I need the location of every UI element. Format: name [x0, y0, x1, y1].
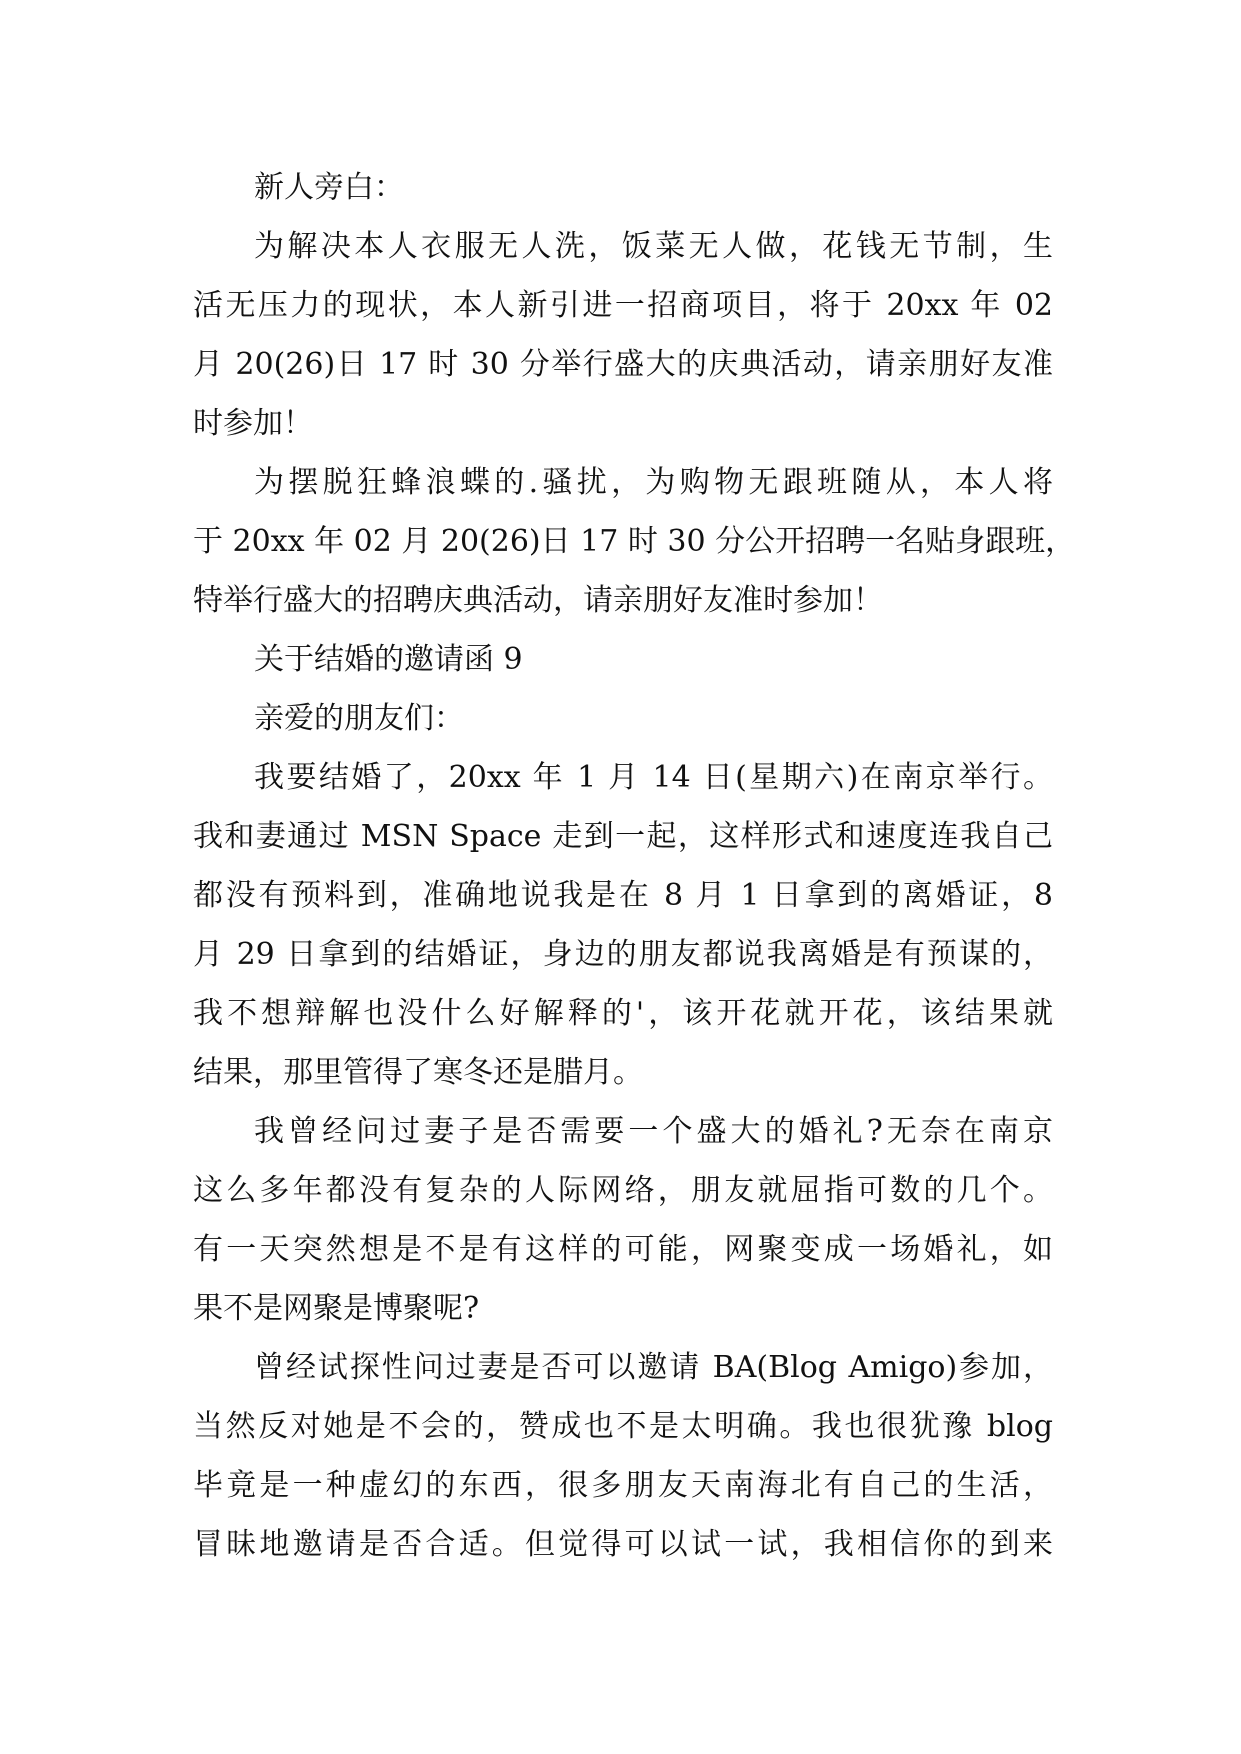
text-line: 月 20(26)日 17 时 30 分举行盛大的庆典活动，请亲朋好友准	[193, 347, 1053, 382]
text-line: 都没有预料到，准确地说我是在 8 月 1 日拿到的离婚证，8	[193, 878, 1053, 913]
text-line: 毕竟是一种虚幻的东西，很多朋友天南海北有自己的生活，	[193, 1468, 1053, 1503]
text-line: 为解决本人衣服无人洗，饭菜无人做，花钱无节制，生	[254, 229, 1053, 264]
text-line: 我不想辩解也没什么好解释的'，该开花就开花，该结果就	[193, 996, 1053, 1031]
text-line: 我曾经问过妻子是否需要一个盛大的婚礼?无奈在南京	[254, 1114, 1053, 1149]
text-line: 为摆脱狂蜂浪蝶的.骚扰，为购物无跟班随从，本人将	[254, 465, 1053, 500]
text-line: 于 20xx 年 02 月 20(26)日 17 时 30 分公开招聘一名贴身跟班，	[193, 524, 1076, 559]
text-line: 当然反对她是不会的，赞成也不是太明确。我也很犹豫 blog	[193, 1409, 1053, 1444]
text-line: 我和妻通过 MSN Space 走到一起，这样形式和速度连我自己	[193, 819, 1053, 854]
text-line: 时参加！	[193, 406, 313, 441]
text-line: 特举行盛大的招聘庆典活动，请亲朋好友准时参加！	[193, 583, 883, 618]
text-line: 这么多年都没有复杂的人际网络，朋友就屈指可数的几个。	[193, 1173, 1053, 1208]
text-line: 月 29 日拿到的结婚证，身边的朋友都说我离婚是有预谋的，	[193, 937, 1053, 972]
text-line: 结果，那里管得了寒冬还是腊月。	[193, 1055, 643, 1090]
text-line: 我要结婚了，20xx 年 1 月 14 日(星期六)在南京举行。	[254, 760, 1053, 795]
text-line: 果不是网聚是博聚呢?	[193, 1291, 480, 1326]
section-heading: 关于结婚的邀请函 9	[254, 642, 523, 677]
text-line: 有一天突然想是不是有这样的可能，网聚变成一场婚礼，如	[193, 1232, 1053, 1267]
text-line: 冒昧地邀请是否合适。但觉得可以试一试，我相信你的到来	[193, 1527, 1053, 1562]
document-body	[193, 158, 1076, 1574]
text-line: 曾经试探性问过妻是否可以邀请 BA(Blog Amigo)参加，	[254, 1350, 1053, 1385]
text-line: 活无压力的现状，本人新引进一招商项目，将于 20xx 年 02	[193, 288, 1053, 323]
salutation: 亲爱的朋友们：	[254, 701, 464, 736]
text-line: 新人旁白：	[254, 170, 404, 205]
